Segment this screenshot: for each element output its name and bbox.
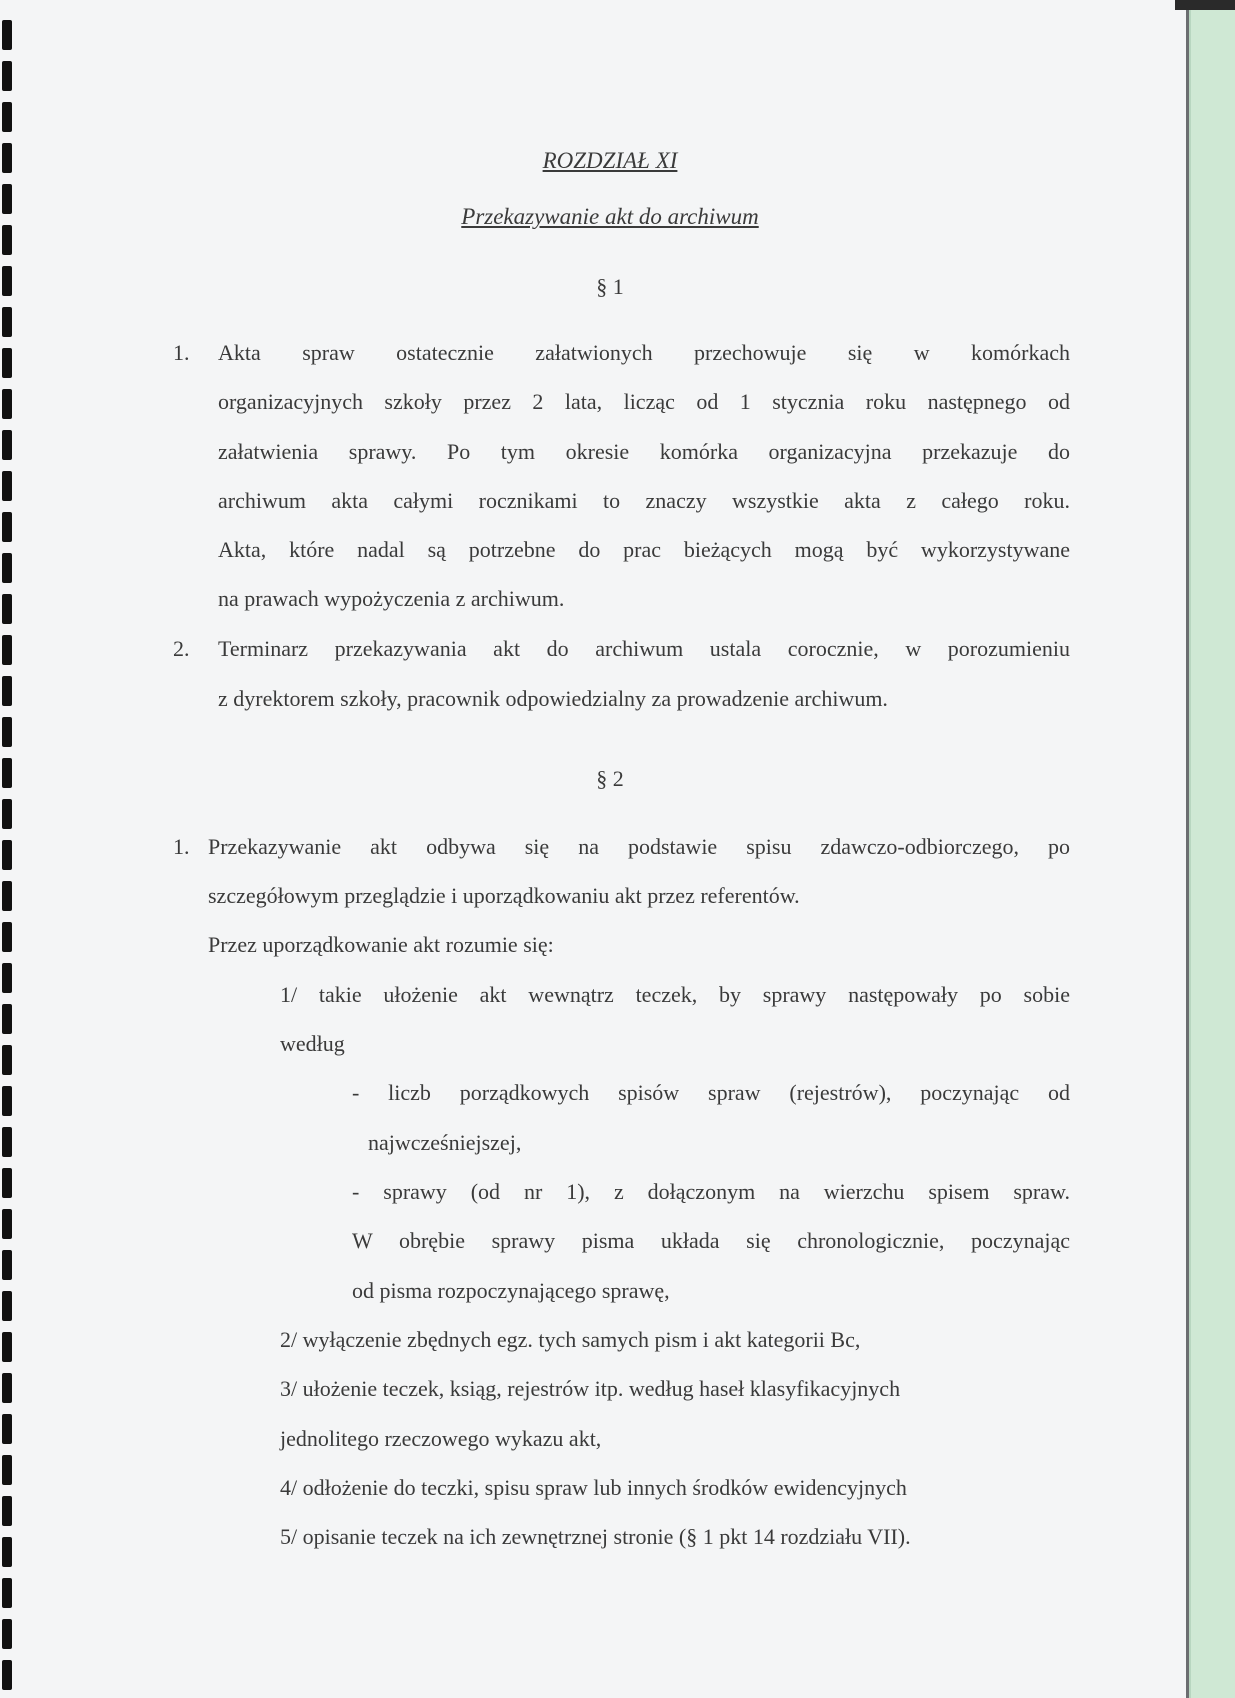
- section-sign: § 1: [596, 274, 624, 299]
- text-line: - liczb porządkowych spisów spraw (rejestrów), poczynając od: [352, 1080, 1070, 1105]
- next-page-edge: [1189, 0, 1235, 1698]
- item-number: 1.: [173, 340, 190, 365]
- text-line: Akta, które nadal są potrzebne do prac bieżących mogą być wykorzystywane: [218, 537, 1070, 562]
- text-line: Przekazywanie akt odbywa się na podstawie spisu zdawczo-odbiorczego, po: [208, 834, 1070, 859]
- text-line: jednolitego rzeczowego wykazu akt,: [280, 1426, 602, 1451]
- text-line: 2/ wyłączenie zbędnych egz. tych samych pism i akt kategorii Bc,: [280, 1327, 861, 1352]
- chapter-title: Przekazywanie akt do archiwum: [461, 204, 759, 229]
- text-line: załatwienia sprawy. Po tym okresie komórka organizacyjna przekazuje do: [218, 439, 1070, 464]
- text-line: 4/ odłożenie do teczki, spisu spraw lub innych środków ewidencyjnych: [280, 1475, 907, 1500]
- item-number: 1.: [173, 834, 190, 859]
- text-line: najwcześniejszej,: [368, 1130, 522, 1155]
- text-line: według: [280, 1031, 345, 1056]
- text-line: Akta spraw ostatecznie załatwionych przechowuje się w komórkach: [218, 340, 1070, 365]
- text-line: 5/ opisanie teczek na ich zewnętrznej stronie (§ 1 pkt 14 rozdziału VII).: [280, 1524, 911, 1549]
- text-line: Przez uporządkowanie akt rozumie się:: [208, 932, 554, 957]
- text-line: szczegółowym przeglądzie i uporządkowaniu akt przez referentów.: [208, 883, 800, 908]
- text-line: 3/ ułożenie teczek, ksiąg, rejestrów itp. według haseł klasyfikacyjnych: [280, 1376, 901, 1401]
- text-line: - sprawy (od nr 1), z dołączonym na wierzchu spisem spraw.: [352, 1179, 1070, 1204]
- text-line: W obrębie sprawy pisma układa się chronologicznie, poczynając: [352, 1228, 1070, 1253]
- text-line: 1/ takie ułożenie akt wewnątrz teczek, by sprawy następowały po sobie: [280, 982, 1070, 1007]
- text-line: Terminarz przekazywania akt do archiwum ustala corocznie, w porozumieniu: [218, 636, 1070, 661]
- item-number: 2.: [173, 636, 190, 661]
- text-line: archiwum akta całymi rocznikami to znaczy wszystkie akta z całego roku.: [218, 488, 1070, 513]
- text-line: od pisma rozpoczynającego sprawę,: [352, 1278, 670, 1303]
- text-line: z dyrektorem szkoły, pracownik odpowiedzialny za prowadzenie archiwum.: [218, 686, 888, 711]
- chapter-heading: ROZDZIAŁ XI: [542, 148, 678, 173]
- text-line: organizacyjnych szkoły przez 2 lata, licząc od 1 stycznia roku następnego od: [218, 389, 1070, 414]
- section-sign: § 2: [596, 766, 624, 791]
- text-line: na prawach wypożyczenia z archiwum.: [218, 586, 565, 611]
